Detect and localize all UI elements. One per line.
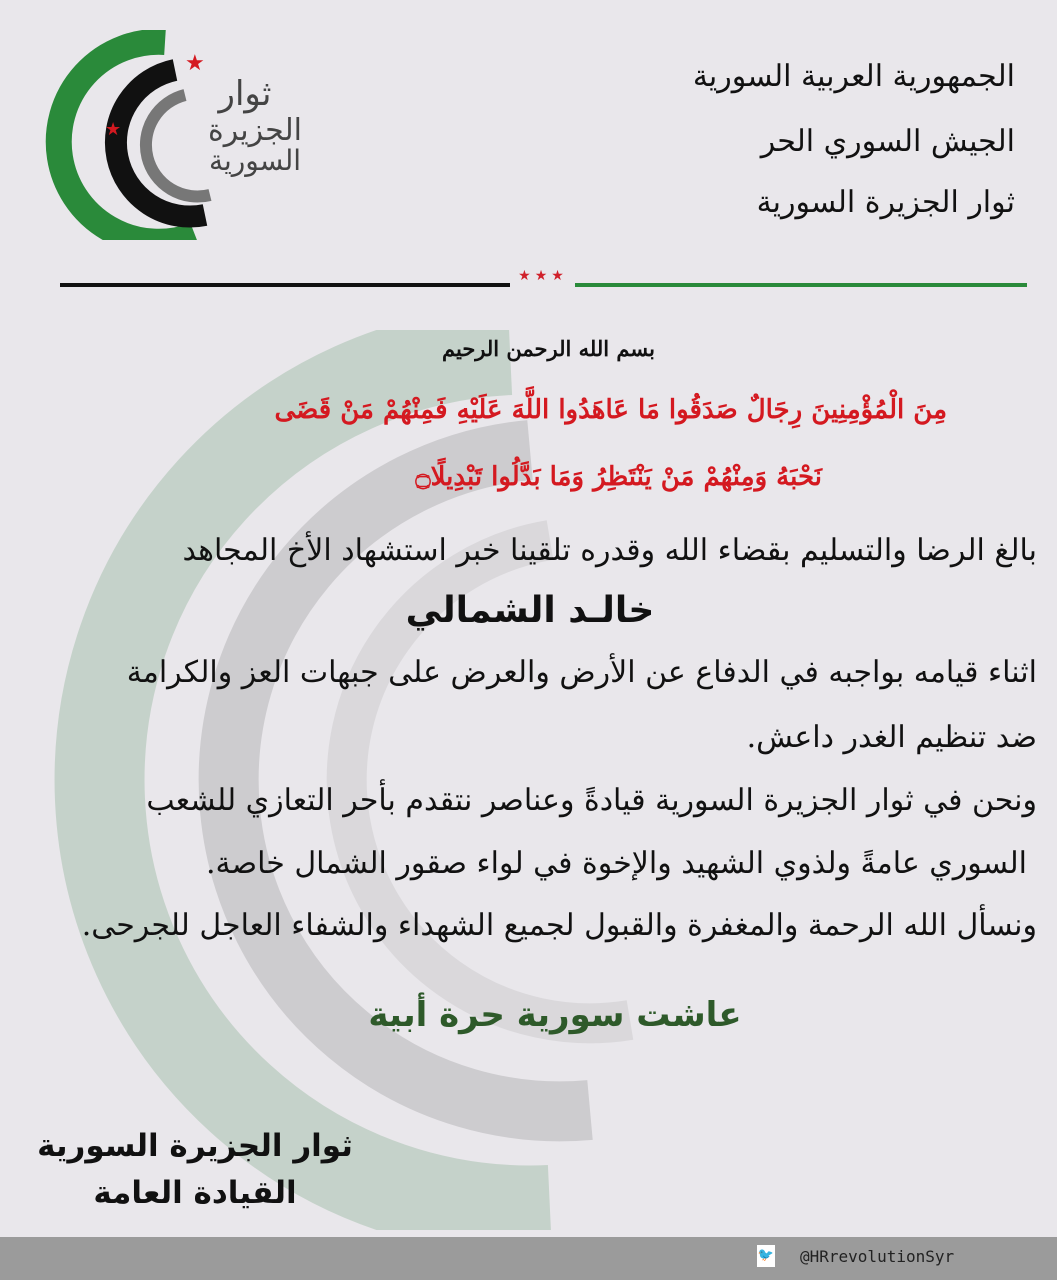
body-line: ونسأل الله الرحمة والمغفرة والقبول لجميع الشهداء والشفاء العاجل للجرحى. [81,908,1037,943]
svg-text:ثوار: ثوار [218,74,272,114]
stars-icon: ★★★ [518,268,568,284]
quran-verse-line: نَحْبَهُ وَمِنْهُمْ مَنْ يَنْتَظِرُ وَمَا بَدَّلُوا تَبْدِيلًا۝ [415,462,822,492]
martyr-name: خالـد الشمالي [405,590,655,631]
header-country: الجمهورية العربية السورية [692,59,1015,94]
body-line: اثناء قيامه بواجبه في الدفاع عن الأرض والعرض على جبهات العز والكرامة [126,655,1037,690]
divider-black [60,283,510,287]
header-army: الجيش السوري الحر [760,124,1015,159]
closing-slogan: عاشت سورية حرة أبية [368,995,742,1035]
twitter-handle[interactable]: @HRrevolutionSyr [800,1247,955,1266]
body-line: ضد تنظيم الغدر داعش. [746,720,1037,755]
svg-text:الجزيرة: الجزيرة [207,113,303,148]
signature-command: القيادة العامة [93,1175,297,1211]
svg-text:★: ★ [185,51,205,76]
basmala: بسم الله الرحمن الرحيم [442,336,655,361]
footer-bar [0,1237,1057,1280]
svg-text:★: ★ [105,119,122,140]
svg-text:السورية: السورية [208,144,302,177]
logo [45,30,315,240]
header-group: ثوار الجزيرة السورية [756,185,1015,220]
twitter-icon: 🐦 [757,1245,775,1267]
quran-verse-line: مِنَ الْمُؤْمِنِينَ رِجَالٌ صَدَقُوا مَا عَاهَدُوا اللَّهَ عَلَيْهِ فَمِنْهُمْ مَنْ قَضَى [274,395,947,425]
body-line: ونحن في ثوار الجزيرة السورية قيادةً وعناصر نتقدم بأحر التعازي للشعب [146,783,1037,818]
body-line: بالغ الرضا والتسليم بقضاء الله وقدره تلقينا خبر استشهاد الأخ المجاهد [182,533,1037,568]
divider-green [575,283,1027,287]
body-line: السوري عامةً ولذوي الشهيد والإخوة في لواء صقور الشمال خاصة. [206,846,1027,881]
signature-group: ثوار الجزيرة السورية [37,1128,353,1164]
